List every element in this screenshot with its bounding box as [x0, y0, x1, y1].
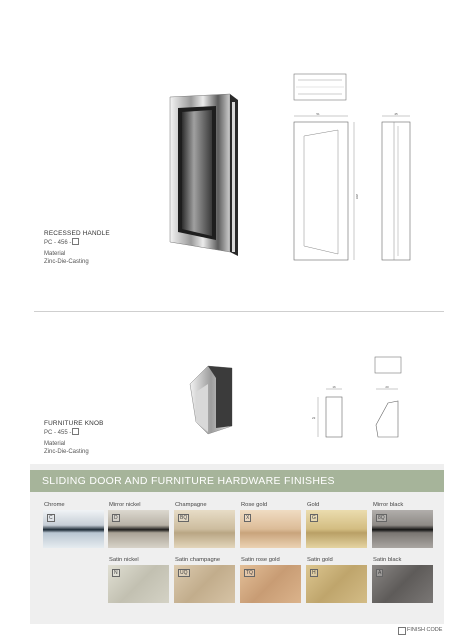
recessed-handle-front-view-drawing: [290, 112, 360, 267]
finish-name-satin-champagne: Satin champagne: [175, 557, 221, 563]
finish-code-champagne: BQ: [180, 515, 188, 521]
finish-code-satin-nickel: N: [114, 570, 118, 576]
finish-code-legend-box: [398, 627, 406, 635]
finish-swatch-chrome: [43, 510, 104, 548]
finish-name-satin-black: Satin black: [373, 557, 402, 563]
finishes-title: SLIDING DOOR AND FURNITURE HARDWARE FINISHES: [42, 475, 335, 487]
finish-code-mirror-black: 8Q: [378, 515, 385, 521]
finish-code-rose-gold: X: [246, 515, 250, 521]
finish-code-box: [72, 428, 79, 435]
recessed-handle-code-line: [44, 238, 79, 247]
finish-swatch-champagne: [174, 510, 235, 548]
front-height-dim: 208: [355, 194, 359, 200]
furniture-knob-render: [186, 362, 236, 438]
finish-code-satin-rose-gold: TQ: [246, 570, 253, 576]
furniture-knob-title: FURNITURE KNOB: [44, 420, 104, 427]
recessed-handle-title: RECESSED HANDLE: [44, 230, 110, 237]
finish-name-rose-gold: Rose gold: [241, 502, 268, 508]
finish-code-mirror-nickel: D: [114, 515, 118, 521]
finish-name-satin-nickel: Satin nickel: [109, 557, 139, 563]
finish-code-gold: G: [312, 515, 316, 521]
finish-code-box: [72, 238, 79, 245]
furniture-knob-material-value: Zinc-Die-Casting: [44, 449, 89, 455]
furniture-knob-code-line: [44, 428, 79, 437]
recessed-handle-side-view-drawing: [378, 112, 418, 267]
finish-code-satin-black: A: [378, 570, 382, 576]
side-depth-dim: 45: [394, 112, 398, 116]
finish-code-satin-champagne: UQ: [180, 570, 188, 576]
front-width-dim: 51: [316, 112, 320, 116]
recessed-handle-render: [160, 92, 245, 262]
finish-code-chrome: C: [49, 515, 53, 521]
furniture-knob-side-view-drawing: [370, 385, 410, 440]
finish-code-satin-gold: H: [312, 570, 316, 576]
finish-name-chrome: Chrome: [44, 502, 65, 508]
knob-width-dim: 16: [332, 385, 336, 389]
finish-name-gold: Gold: [307, 502, 320, 508]
finish-name-mirror-nickel: Mirror nickel: [109, 502, 141, 508]
finish-swatch-satin-champagne: [174, 565, 235, 603]
section-divider: [34, 311, 444, 312]
knob-depth-dim: 20: [385, 385, 389, 389]
finish-swatch-satin-nickel: [108, 565, 169, 603]
finish-code-legend-label: FINISH CODE: [407, 627, 443, 633]
recessed-handle-material-value: Zinc-Die-Casting: [44, 259, 89, 265]
finish-swatch-satin-black: [372, 565, 433, 603]
finish-name-champagne: Champagne: [175, 502, 207, 508]
finish-name-satin-gold: Satin gold: [307, 557, 333, 563]
furniture-knob-material-label: Material: [44, 441, 66, 447]
knob-height-dim: 23: [312, 416, 316, 420]
finish-swatch-satin-rose-gold: [240, 565, 301, 603]
finish-swatch-gold: [306, 510, 367, 548]
furniture-knob-code: PC - 455 -: [44, 430, 72, 436]
recessed-handle-top-view-drawing: [292, 70, 352, 104]
recessed-handle-code: PC - 456 -: [44, 240, 72, 246]
finish-name-mirror-black: Mirror black: [373, 502, 404, 508]
finish-swatch-satin-gold: [306, 565, 367, 603]
furniture-knob-front-view-drawing: [304, 385, 350, 440]
finish-swatch-mirror-black: [372, 510, 433, 548]
recessed-handle-material-label: Material: [44, 251, 66, 257]
finish-swatch-rose-gold: [240, 510, 301, 548]
finish-name-satin-rose-gold: Satin rose gold: [241, 557, 280, 563]
furniture-knob-top-view-drawing: [373, 355, 407, 377]
finish-swatch-mirror-nickel: [108, 510, 169, 548]
